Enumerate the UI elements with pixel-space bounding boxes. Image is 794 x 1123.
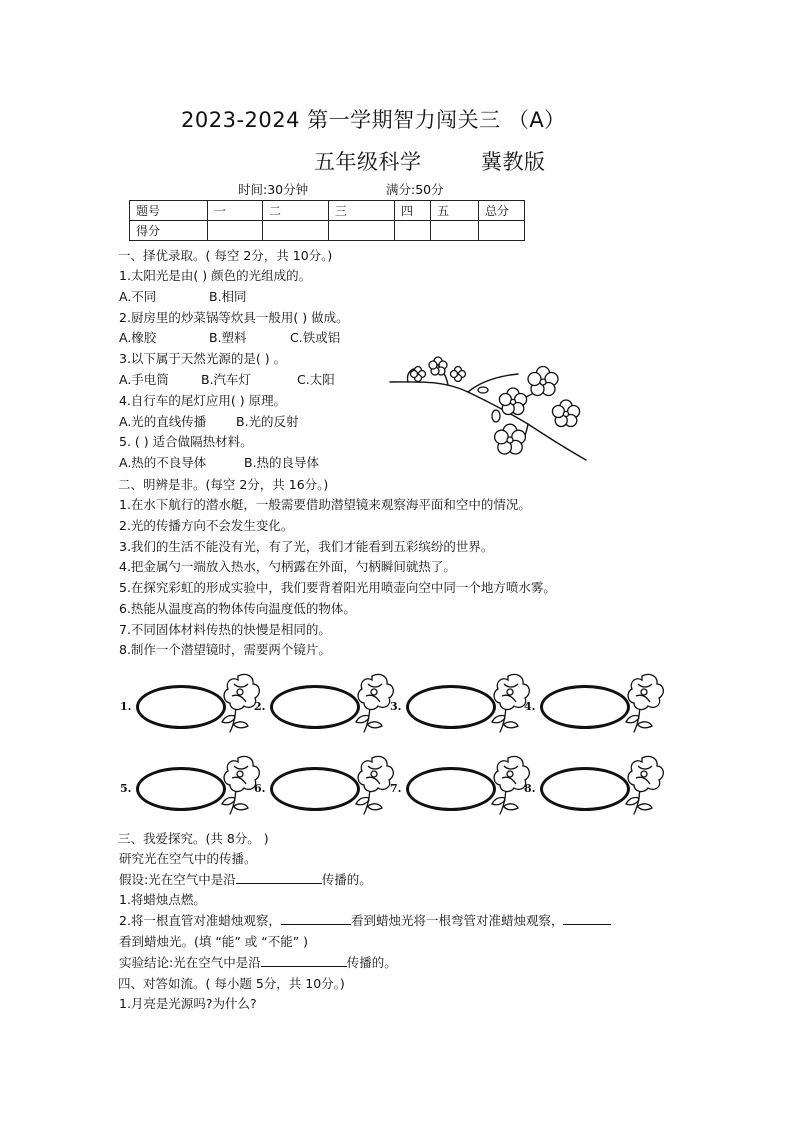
option-b: B.塑料: [209, 330, 247, 345]
table-cell: 题号: [130, 201, 208, 221]
statement-2: 2.光的传播方向不会发生变化。: [119, 518, 294, 533]
answer-oval[interactable]: [540, 685, 630, 729]
score-input-cell[interactable]: [329, 221, 395, 241]
hypothesis-blank[interactable]: [236, 871, 322, 884]
question-2: 2.厨房里的炒菜锅等炊具一般用( ) 做成。: [119, 310, 349, 325]
section2-heading: 二、明辨是非。(每空 2分，共 16分。): [118, 477, 329, 492]
statement-4: 4.把金属勺一端放入热水，勺柄露在外面，勺柄瞬间就热了。: [119, 559, 456, 574]
option-a: A.不同: [119, 289, 157, 304]
answer-number: 7.: [390, 782, 402, 795]
option-c: C.铁或铝: [290, 330, 341, 345]
table-cell: 三: [329, 201, 395, 221]
conclusion-line: [119, 954, 397, 972]
time-limit: 时间:30分钟: [238, 182, 309, 197]
answer-oval[interactable]: [406, 767, 496, 811]
grade-subject: 五年级科学: [314, 150, 422, 174]
answer-number: 4.: [524, 700, 536, 713]
table-cell: 五: [431, 201, 479, 221]
option-a: A.热的不良导体: [119, 455, 207, 470]
blossom-branch-illustration: [388, 352, 588, 464]
option-c: C.太阳: [297, 372, 335, 387]
statement-3: 3.我们的生活不能没有光，有了光，我们才能看到五彩缤纷的世界。: [119, 539, 494, 554]
step-2-cont: 看到蜡烛光。(填 “能” 或 “不能” ): [119, 934, 309, 949]
statement-1: 1.在水下航行的潜水艇，一般需要借助潜望镜来观察海平面和空中的情况。: [119, 497, 531, 512]
option-b: B.热的良导体: [244, 455, 320, 470]
experiment-topic: 研究光在空气中的传播。: [119, 851, 257, 866]
step-2-mid: 看到蜡烛光将一根弯管对准蜡烛观察，: [350, 913, 564, 928]
conclusion-label: 实验结论:光在空气中是沿: [119, 955, 261, 970]
answer-oval[interactable]: [136, 767, 226, 811]
question-moon: 1.月亮是光源吗?为什么?: [119, 996, 257, 1011]
question-5: 5. ( ) 适合做隔热材料。: [119, 434, 253, 449]
hypothesis-label: 假设:光在空气中是沿: [119, 872, 236, 887]
full-score: 满分:50分: [386, 182, 444, 197]
option-a: A.手电筒: [119, 372, 169, 387]
answer-oval[interactable]: [270, 685, 360, 729]
section1-heading: 一、择优录取。( 每空 2分，共 10分。): [118, 248, 333, 263]
statement-6: 6.热能从温度高的物体传向温度低的物体。: [119, 601, 356, 616]
straight-tube-blank[interactable]: [281, 912, 351, 925]
option-a: A.橡胶: [119, 330, 157, 345]
step-2-text: 2.将一根直管对准蜡烛观察，: [119, 913, 281, 928]
flower-icon: [624, 672, 666, 738]
edition: 冀教版: [481, 150, 546, 174]
step-2: [119, 912, 611, 930]
score-table-score-row: [130, 221, 525, 241]
statement-8: 8.制作一个潜望镜时，需要两个镜片。: [119, 642, 331, 657]
statement-7: 7.不同固体材料传热的快慢是相同的。: [119, 622, 331, 637]
section4-heading: 四、对答如流。( 每小题 5分，共 10分。): [118, 976, 345, 991]
answer-oval[interactable]: [540, 767, 630, 811]
score-input-cell[interactable]: [395, 221, 431, 241]
flower-icon: [624, 754, 666, 820]
option-b: B.汽车灯: [201, 372, 252, 387]
table-cell: 二: [263, 201, 329, 221]
step-1: 1.将蜡烛点燃。: [119, 892, 206, 907]
score-input-cell[interactable]: [263, 221, 329, 241]
hypothesis-suffix: 传播的。: [321, 872, 372, 887]
answer-number: 8.: [524, 782, 536, 795]
score-table-header-row: [130, 201, 525, 221]
conclusion-suffix: 传播的。: [346, 955, 397, 970]
answer-number: 3.: [390, 700, 402, 713]
question-4: 4.自行车的尾灯应用( ) 原理。: [119, 393, 287, 408]
answer-number: 6.: [254, 782, 266, 795]
answer-number: 5.: [120, 782, 132, 795]
answer-oval[interactable]: [270, 767, 360, 811]
statement-5: 5.在探究彩虹的形成实验中，我们要背着阳光用喷壶向空中同一个地方喷水雾。: [119, 580, 556, 595]
table-cell: 得分: [130, 221, 208, 241]
table-cell: 四: [395, 201, 431, 221]
score-input-cell[interactable]: [431, 221, 479, 241]
question-1: 1.太阳光是由( ) 颜色的光组成的。: [119, 268, 312, 283]
score-input-cell[interactable]: [479, 221, 525, 241]
hypothesis-line: [119, 871, 372, 889]
section3-heading: 三、我爱探究。(共 8分。 ): [118, 831, 269, 846]
option-b: B.相同: [209, 289, 247, 304]
answer-oval[interactable]: [406, 685, 496, 729]
option-a: A.光的直线传播: [119, 414, 207, 429]
page-title: 2023-2024 第一学期智力闯关三 （A）: [181, 108, 566, 132]
answer-number: 2.: [254, 700, 266, 713]
score-table: [129, 200, 525, 241]
conclusion-blank[interactable]: [261, 954, 347, 967]
table-cell: 总分: [479, 201, 525, 221]
answer-number: 1.: [120, 700, 132, 713]
option-b: B.光的反射: [236, 414, 299, 429]
score-input-cell[interactable]: [208, 221, 263, 241]
bent-tube-blank[interactable]: [563, 912, 611, 925]
answer-oval[interactable]: [136, 685, 226, 729]
table-cell: 一: [208, 201, 263, 221]
question-3: 3.以下属于天然光源的是( ) 。: [119, 351, 287, 366]
